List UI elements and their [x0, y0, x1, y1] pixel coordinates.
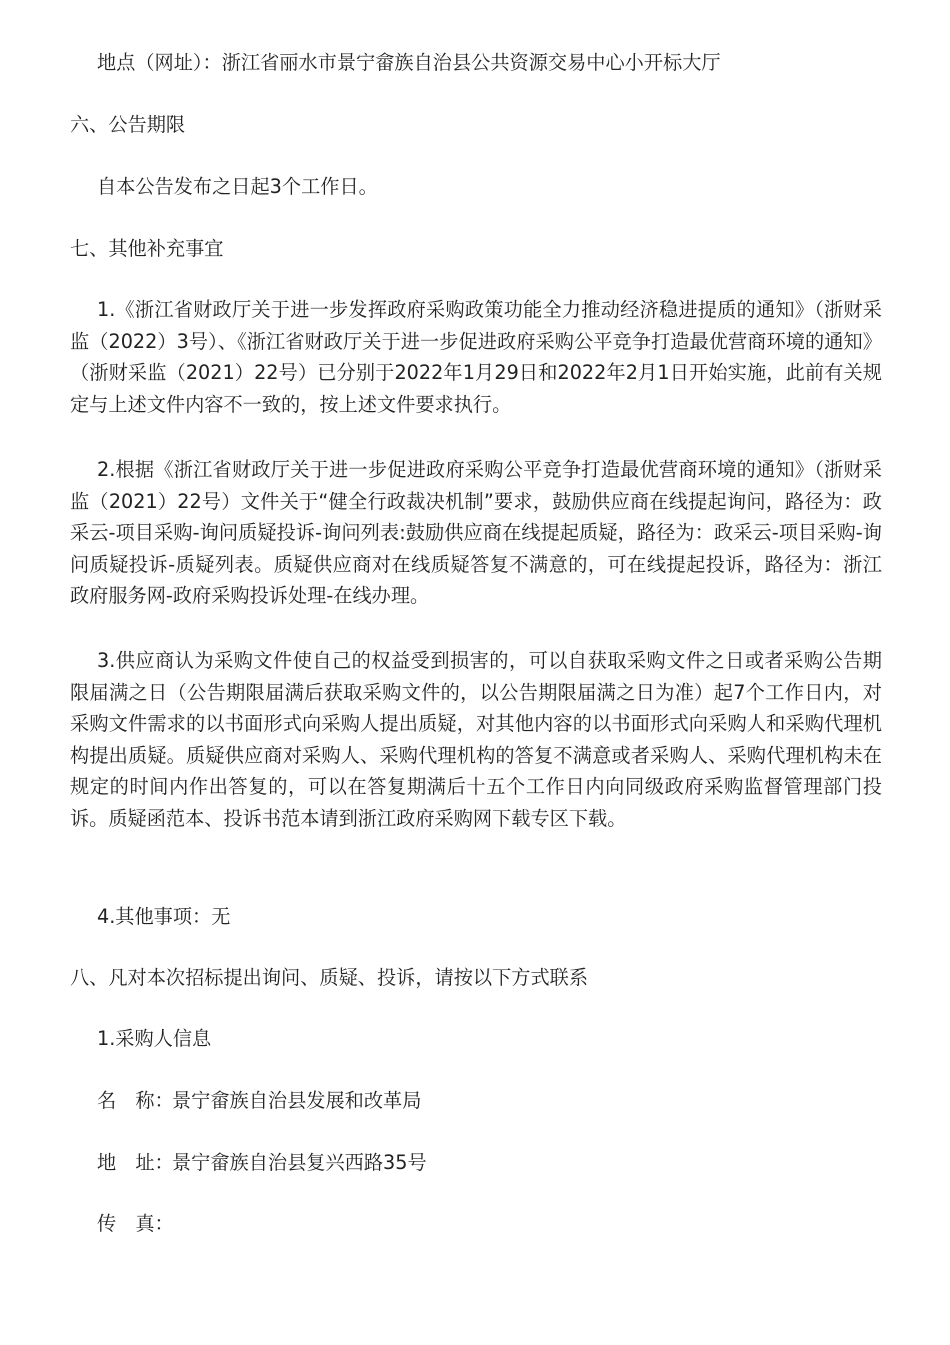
section6-heading: 六、公告期限	[70, 113, 186, 136]
section7-item-4: 4.其他事项：无	[97, 905, 231, 928]
purchaser-name-value: 景宁畲族自治县发展和改革局	[172, 1089, 422, 1112]
purchaser-address-label: 地 址：	[97, 1151, 174, 1174]
purchaser-address-value: 景宁畲族自治县复兴西路35号	[172, 1151, 427, 1174]
purchaser-info-title: 1.采购人信息	[97, 1027, 212, 1050]
section7-item-1: 1.《浙江省财政厅关于进一步发挥政府采购政策功能全力推动经济稳进提质的通知》（浙财采监（2022）3号）、《浙江省财政厅关于进一步促进政府采购公平竞争打造最优营商环境的通知》（浙财采监（2021）22号）已分别于2022年1月29日和2022年2月1日开始实施，此前有关规定与上述文件内容不一致的，按上述文件要求执行。	[70, 298, 882, 416]
location-line: 地点（网址）：浙江省丽水市景宁畲族自治县公共资源交易中心小开标大厅	[97, 51, 721, 74]
purchaser-name-row	[97, 1085, 917, 1117]
section7-item-3: 3.供应商认为采购文件使自己的权益受到损害的，可以自获取采购文件之日或者采购公告期限届满之日（公告期限届满后获取采购文件的，以公告期限届满之日为准）起7个工作日内，对采购文件需求的以书面形式向采购人提出质疑，对其他内容的以书面形式向采购人和采购代理机构提出质疑。质疑供应商对采购人、采购代理机构的答复不满意或者采购人、采购代理机构未在规定的时间内作出答复的，可以在答复期满后十五个工作日内向同级政府采购监督管理部门投诉。质疑函范本、投诉书范本请到浙江政府采购网下载专区下载。	[70, 649, 882, 830]
section6-content: 自本公告发布之日起3个工作日。	[97, 175, 378, 198]
purchaser-fax-row	[97, 1208, 917, 1240]
section7-heading: 七、其他补充事宜	[70, 237, 224, 260]
section8-heading: 八、凡对本次招标提出询问、质疑、投诉，请按以下方式联系	[70, 966, 589, 989]
section7-item-2: 2.根据《浙江省财政厅关于进一步促进政府采购公平竞争打造最优营商环境的通知》（浙财采监（2021）22号）文件关于“健全行政裁决机制”要求，鼓励供应商在线提起询问，路径为：政采云-项目采购-询问质疑投诉-询问列表:鼓励供应商在线提起质疑，路径为：政采云-项目采购-询问质疑投诉-质疑列表。质疑供应商对在线质疑答复不满意的，可在线提起投诉，路径为：浙江政府服务网-政府采购投诉处理-在线办理。	[70, 458, 882, 607]
purchaser-address-row	[97, 1147, 917, 1179]
purchaser-fax-label: 传 真：	[97, 1212, 174, 1235]
purchaser-name-label: 名 称：	[97, 1089, 174, 1112]
